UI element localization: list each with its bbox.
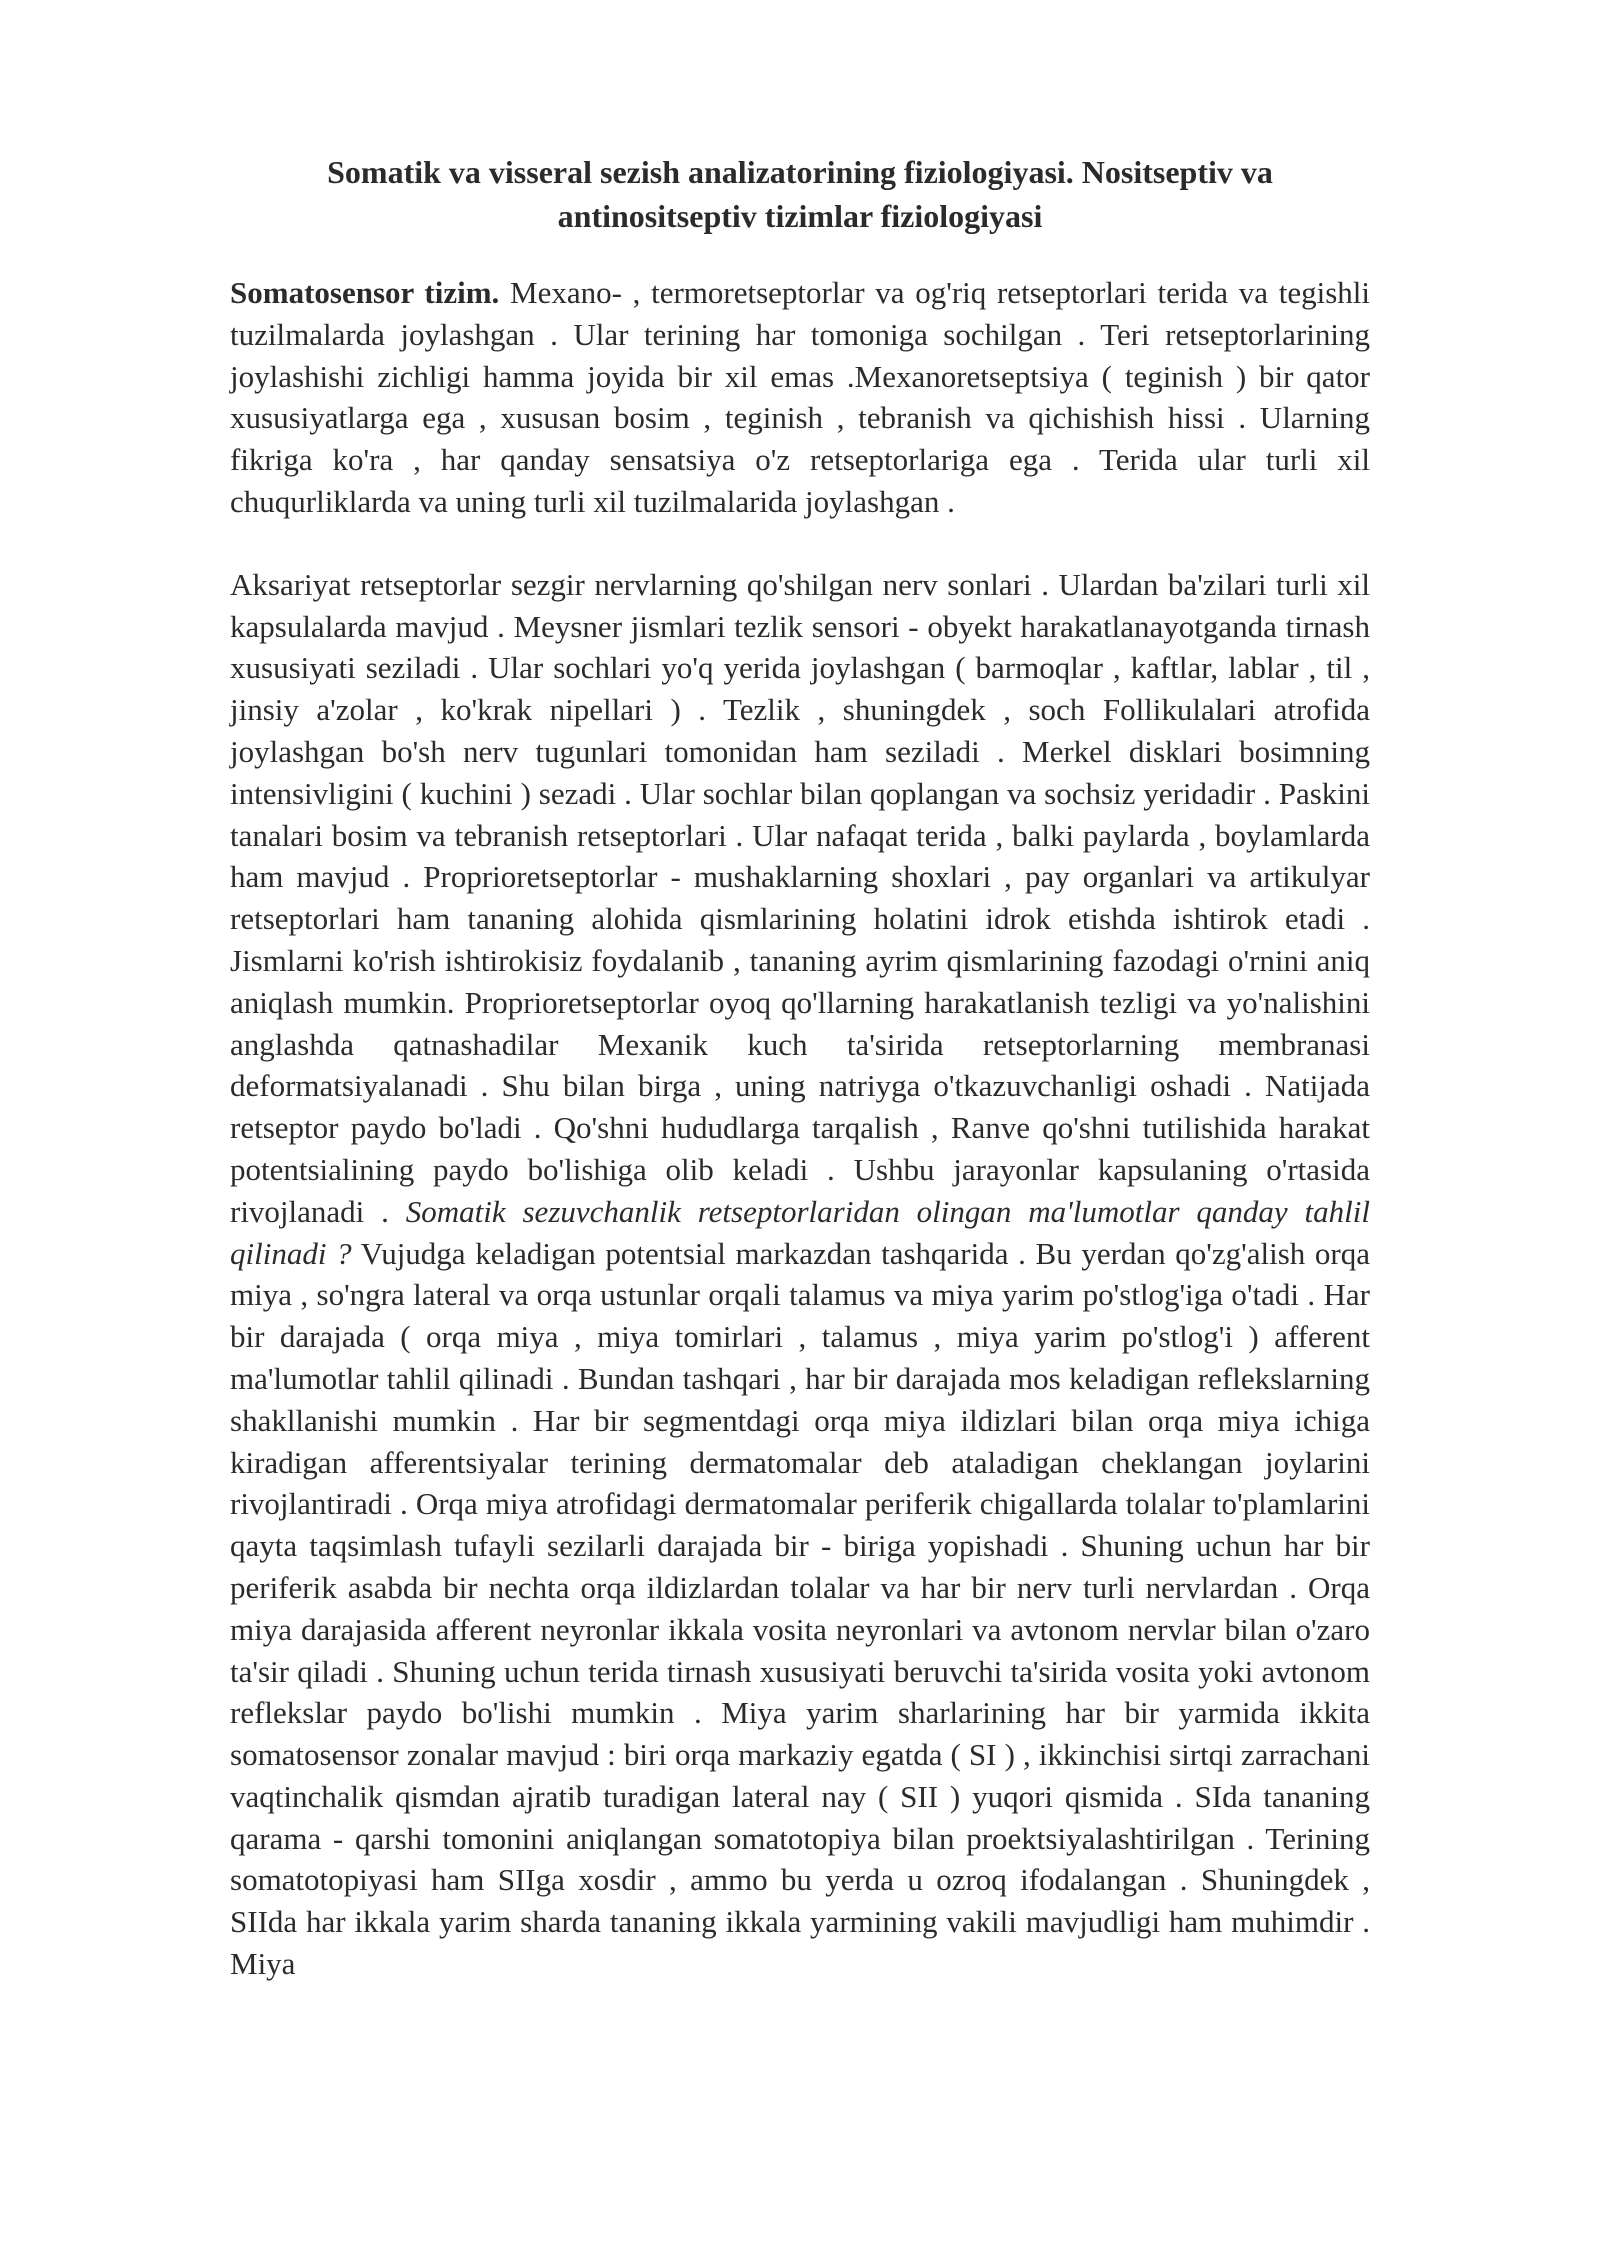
paragraph-italic-question: Somatik sezuvchanlik retseptorlaridan olingan ma'lumotlar qanday tahlil qilinadi ? [230,1193,1370,1271]
paragraph-receptors [230,564,1370,1985]
page-title [230,150,1370,238]
title-line-1: Somatik va visseral sezish analizatorining fiziologiyasi. Nositseptiv va [327,154,1273,190]
paragraph-text: Mexano- , termoretseptorlar va og'riq retseptorlari terida va tegishli tuzilmalarda joylashgan . Ular terining har tomoniga sochilgan . Teri retseptorlarining joylashishi zichligi hamma joyida bir xil emas .Mexanoretseptsiya ( teginish ) bir qator xususiyatlarga ega , xususan bosim , teginish , tebranish va qichishish hissi . Ularning fikriga ko'ra , har qanday sensatsiya o'z retseptorlariga ega . Terida ular turli xil chuqurliklarda va uning turli xil tuzilmalarida joylashgan . [230,275,1370,519]
paragraph-text-after: Vujudga keladigan potentsial markazdan tashqarida . Bu yerdan qo'zg'alish orqa miya , so'ngra lateral va orqa ustunlar orqali talamus va miya yarim po'stlog'iga o'tadi . Har bir darajada ( orqa miya , miya tomirlari , talamus , miya yarim po'stlog'i ) afferent ma'lumotlar tahlil qilinadi . Bundan tashqari , har bir darajada mos keladigan reflekslarning shakllanishi mumkin . Har bir segmentdagi orqa miya ildizlari bilan orqa miya ichiga kiradigan afferentsiyalar terining dermatomalar deb ataladigan cheklangan joylarini rivojlantiradi . Orqa miya atrofidagi dermatomalar periferik chigallarda tolalar to'plamlarini qayta taqsimlash tufayli sezilarli darajada bir - biriga yopishadi . Shuning uchun har bir periferik asabda bir nechta orqa ildizlardan tolalar va har bir nerv turli nervlardan . Orqa miya darajasida afferent neyronlar ikkala vosita neyronlari va avtonom nervlar bilan o'zaro ta'sir qiladi . Shuning uchun terida tirnash xususiyati beruvchi ta'sirida vosita yoki avtonom reflekslar paydo bo'lishi mumkin . Miya yarim sharlarining har bir yarmida ikkita somatosensor zonalar mavjud : biri orqa markaziy egatda ( SI ) , ikkinchisi sirtqi zarrachani vaqtinchalik qismdan ajratib turadigan lateral nay ( SII ) yuqori qismida . SIda tananing qarama - qarshi tomonini aniqlangan somatotopiya bilan proektsiyalashtirilgan . Terining somatotopiyasi ham SIIga xosdir , ammo bu yerda u ozroq ifodalangan . Shuningdek , SIIda har ikkala yarim sharda tananing ikkala yarmining vakili mavjudligi ham muhimdir . Miya [230,1235,1370,1982]
title-line-2: antinositseptiv tizimlar fiziologiyasi [557,198,1043,234]
paragraph-somatosensor [230,272,1370,523]
document-body [230,150,1370,1985]
paragraph-lead-heading: Somatosensor tizim. [230,275,500,310]
paragraph-text-before: Aksariyat retseptorlar sezgir nervlarning qo'shilgan nerv sonlari . Ulardan ba'zilari turli xil kapsulalarda mavjud . Meysner jismlari tezlik sensori - obyekt harakatlanayotganda tirnash xususiyati seziladi . Ular sochlari yo'q yerida joylashgan ( barmoqlar , kaftlar, lablar , til , jinsiy a'zolar , ko'krak nipellari ) . Tezlik , shuningdek , soch Follikulalari atrofida joylashgan bo'sh nerv tugunlari tomonidan ham seziladi . Merkel disklari bosimning intensivligini ( kuchini ) sezadi . Ular sochlar bilan qoplangan va sochsiz yeridadir . Paskini tanalari bosim va tebranish retseptorlari . Ular nafaqat terida , balki paylarda , boylamlarda ham mavjud . Proprioretseptorlar - mushaklarning shoxlari , pay organlari va artikulyar retseptorlari ham tananing alohida qismlarining holatini idrok etishda ishtirok etadi . Jismlarni ko'rish ishtirokisiz foydalanib , tananing ayrim qismlarining fazodagi o'rnini aniq aniqlash mumkin. Proprioretseptorlar oyoq qo'llarning harakatlanish tezligi va yo'nalishini anglashda qatnashadilar Mexanik kuch ta'sirida retseptorlarning membranasi deformatsiyalanadi . Shu bilan birga , uning natriyga o'tkazuvchanligi oshadi . Natijada retseptor paydo bo'ladi . Qo'shni hududlarga tarqalish , Ranve qo'shni tutilishida harakat potentsialining paydo bo'lishiga olib keladi . Ushbu jarayonlar kapsulaning o'rtasida rivojlanadi . [230,566,1370,1229]
